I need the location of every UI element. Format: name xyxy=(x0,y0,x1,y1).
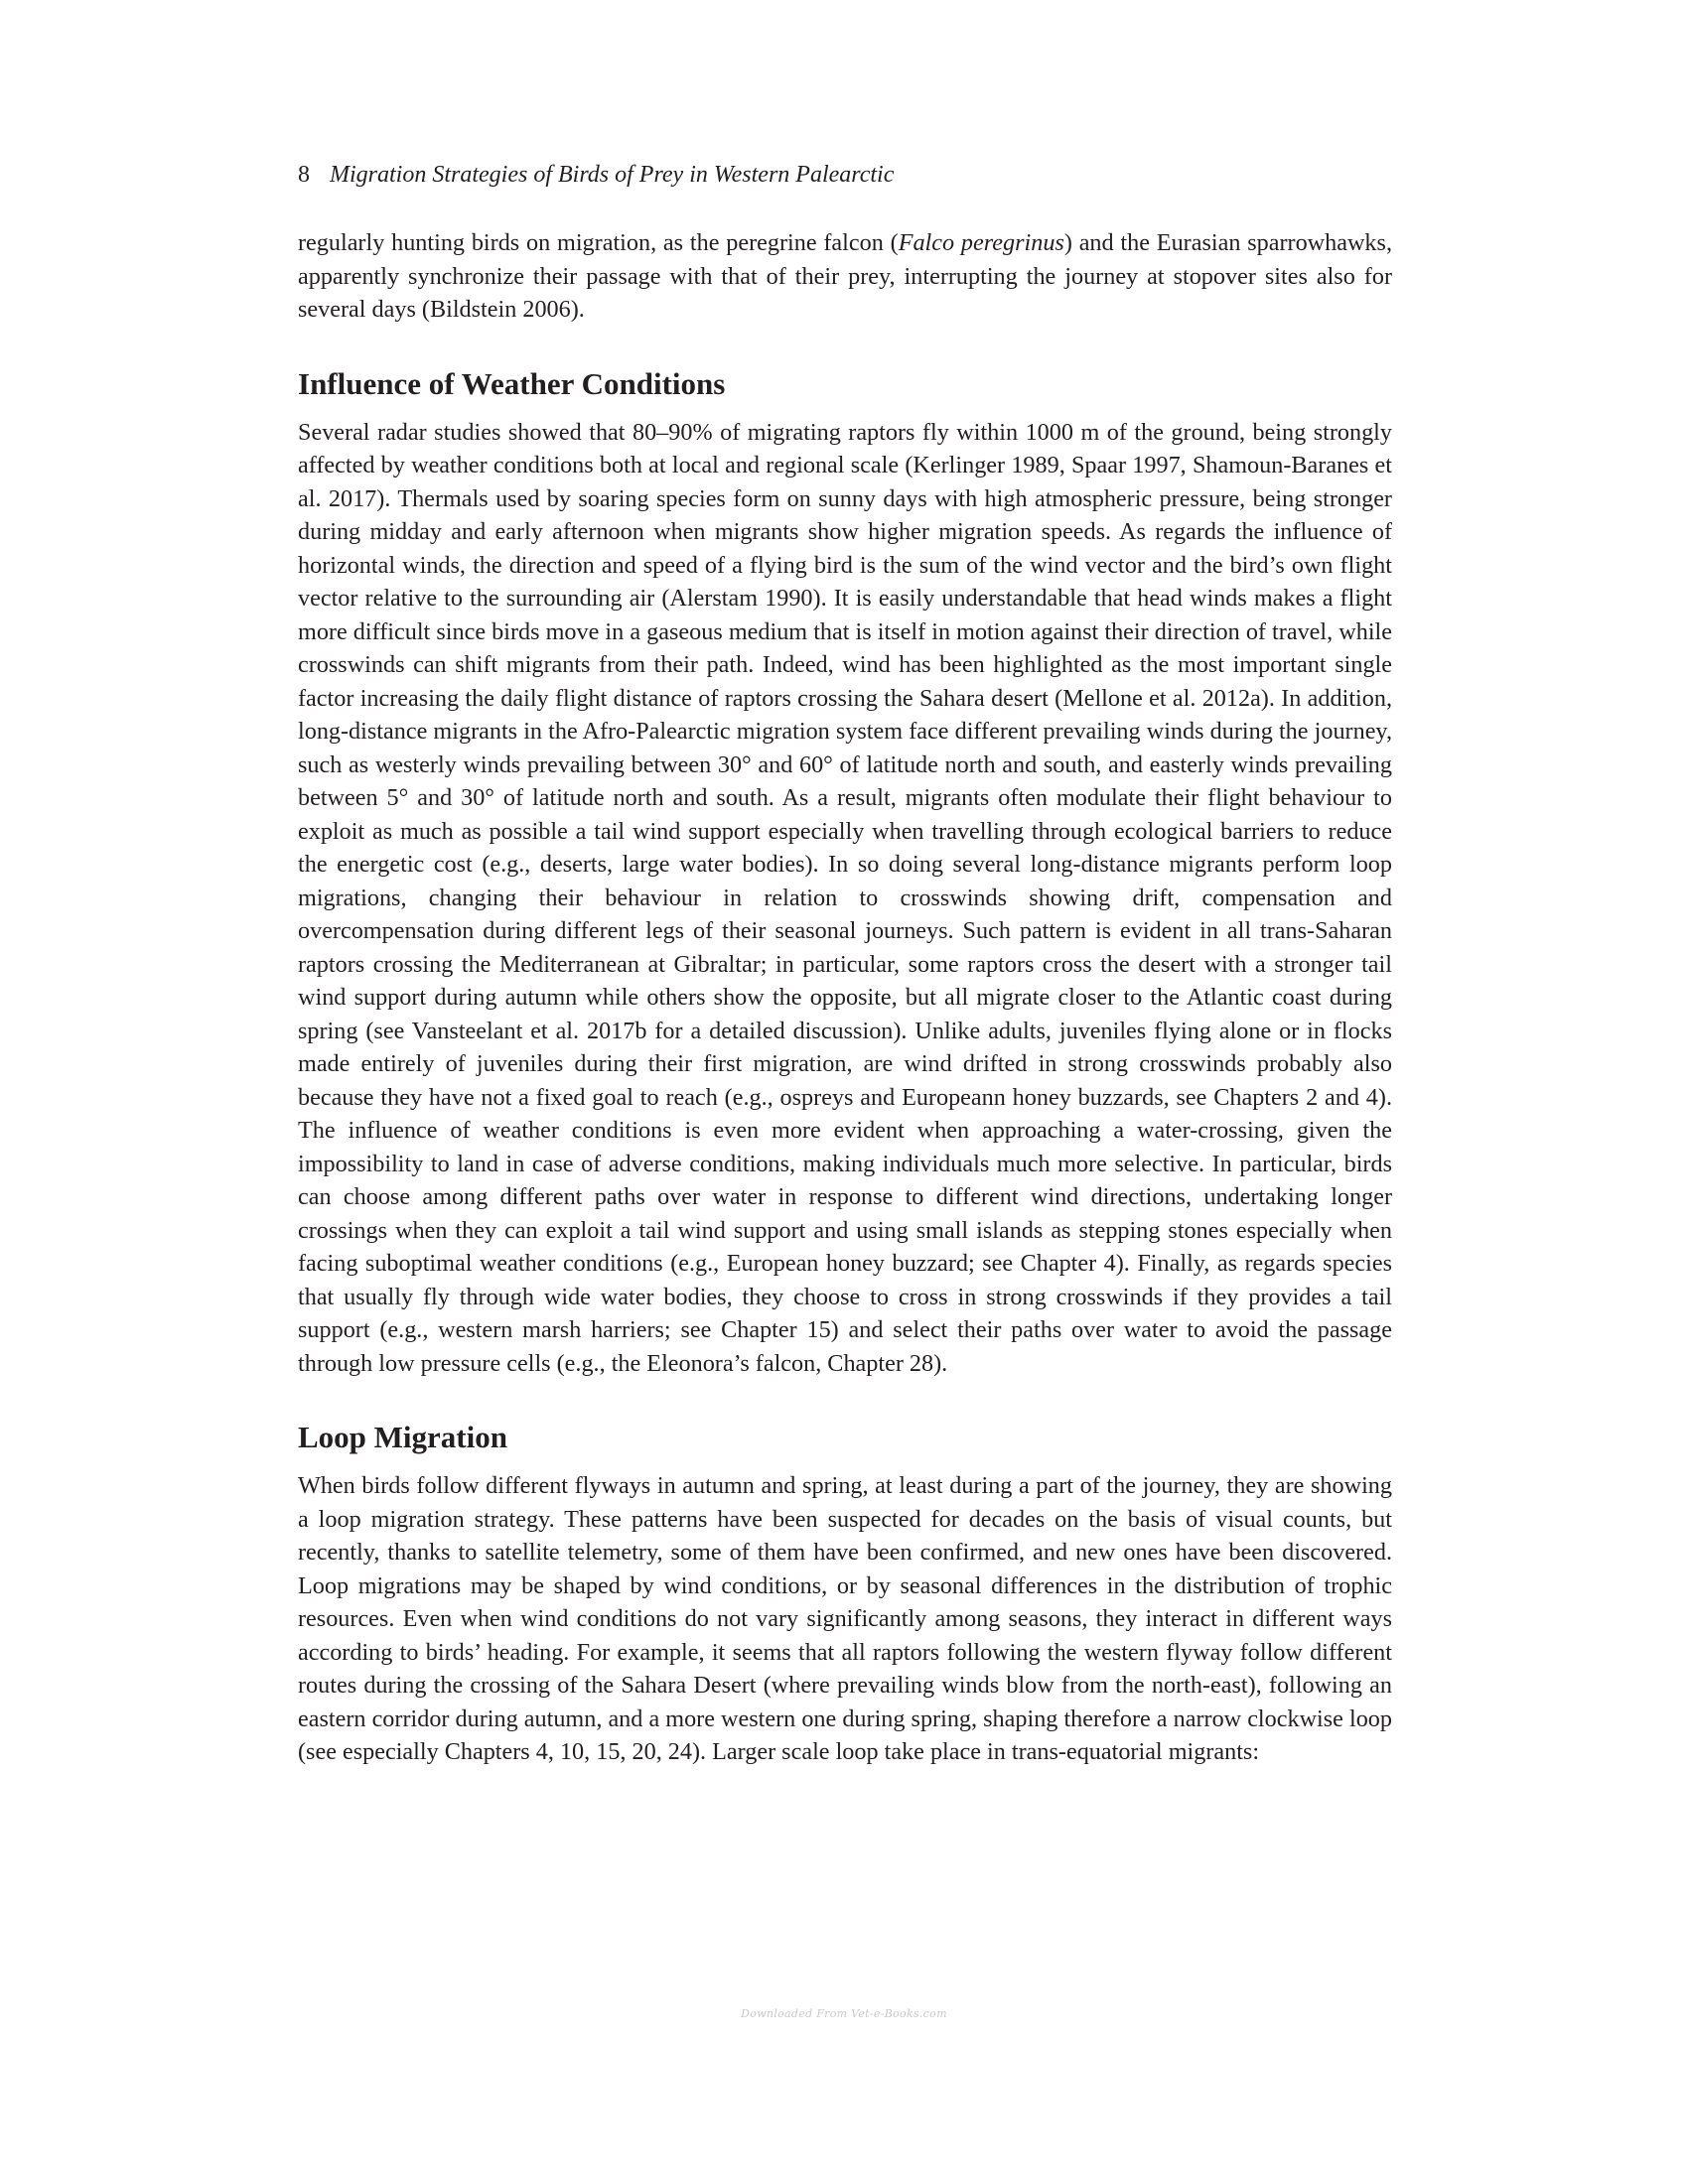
intro-text-end: ) and the Eurasian sparrowhawks, apparently synchronize their passage with that of their prey, interrupting the journey at stopover sites also for several days (Bildstein 2006). xyxy=(298,229,1392,323)
download-watermark: Downloaded From Vet-e-Books.com xyxy=(741,2007,947,2020)
section-heading-loop-migration: Loop Migration xyxy=(298,1420,507,1454)
intro-paragraph xyxy=(298,226,1392,327)
section-paragraph-loop-migration: When birds follow different flyways in autumn and spring, at least during a part of the journey, they are showing a loop migration strategy. These patterns have been suspected for decades on the basis of visual counts, but recently, thanks to satellite telemetry, some of them have been confirmed, and new ones have been discovered. Loop migrations may be shaped by wind conditions, or by seasonal differences in the distribution of trophic resources. Even when wind conditions do not vary significantly among seasons, they interact in different ways according to birds’ heading. For example, it seems that all raptors following the western flyway follow different routes during the crossing of the Sahara Desert (where prevailing winds blow from the north-east), following an eastern corridor during autumn, and a more western one during spring, shaping therefore a narrow clockwise loop (see especially Chapters 4, 10, 15, 20, 24). Larger scale loop take place in trans-equatorial migrants: xyxy=(298,1472,1392,1765)
species-name: Falco peregrinus xyxy=(898,229,1064,256)
section-paragraph-weather: Several radar studies showed that 80–90% of migrating raptors fly within 1000 m of the ground, being strongly affected by weather conditions both at local and regional scale (Kerlinger 1989, Spaar 1997, Shamoun-Baranes et al. 2017). Thermals used by soaring species form on sunny days with high atmospheric pressure, being stronger during midday and early afternoon when migrants show higher migration speeds. As regards the influence of horizontal winds, the direction and speed of a flying bird is the sum of the wind vector and the bird’s own flight vector relative to the surrounding air (Alerstam 1990). It is easily understandable that head winds makes a flight more difficult since birds move in a gaseous medium that is itself in motion against their direction of travel, while crosswinds can shift migrants from their path. Indeed, wind has been highlighted as the most important single factor increasing the daily flight distance of raptors crossing the Sahara desert (Mellone et al. 2012a). In addition, long-distance migrants in the Afro-Palearctic migration system face different prevailing winds during the journey, such as westerly winds prevailing between 30° and 60° of latitude north and south, and easterly winds prevailing between 5° and 30° of latitude north and south. As a result, migrants often modulate their flight behaviour to exploit as much as possible a tail wind support especially when travelling through ecological barriers to reduce the energetic cost (e.g., deserts, large water bodies). In so doing several long-distance migrants perform loop migrations, changing their behaviour in relation to crosswinds showing drift, compensation and overcompensation during different legs of their seasonal journeys. Such pattern is evident in all trans-Saharan raptors crossing the Mediterranean at Gibraltar; in particular, some raptors cross the desert with a stronger tail wind support during autumn while others show the opposite, but all migrate closer to the Atlantic coast during spring (see Vansteelant et al. 2017b for a detailed discussion). Unlike adults, juveniles flying alone or in flocks made entirely of juveniles during their first migration, are wind drifted in strong crosswinds probably also because they have not a fixed goal to reach (e.g., ospreys and Europeann honey buzzards, see Chapters 2 and 4). The influence of weather conditions is even more evident when approaching a water-crossing, given the impossibility to land in case of adverse conditions, making individuals much more selective. In particular, birds can choose among different paths over water in response to different wind directions, undertaking longer crossings when they can exploit a tail wind support and using small islands as stepping stones especially when facing suboptimal weather conditions (e.g., European honey buzzard; see Chapter 4). Finally, as regards species that usually fly through wide water bodies, they choose to cross in strong crosswinds if they provides a tail support (e.g., western marsh harriers; see Chapter 15) and select their paths over water to avoid the passage through low pressure cells (e.g., the Eleonora’s falcon, Chapter 28). xyxy=(298,418,1392,1377)
page-body xyxy=(298,226,1392,1769)
section-heading-weather: Influence of Weather Conditions xyxy=(298,365,726,401)
page-number: 8 xyxy=(298,162,310,188)
intro-text-start: regularly hunting birds on migration, as the peregrine falcon ( xyxy=(298,229,899,256)
running-header xyxy=(298,157,894,193)
running-title: Migration Strategies of Birds of Prey in Western Palearctic xyxy=(330,162,895,188)
